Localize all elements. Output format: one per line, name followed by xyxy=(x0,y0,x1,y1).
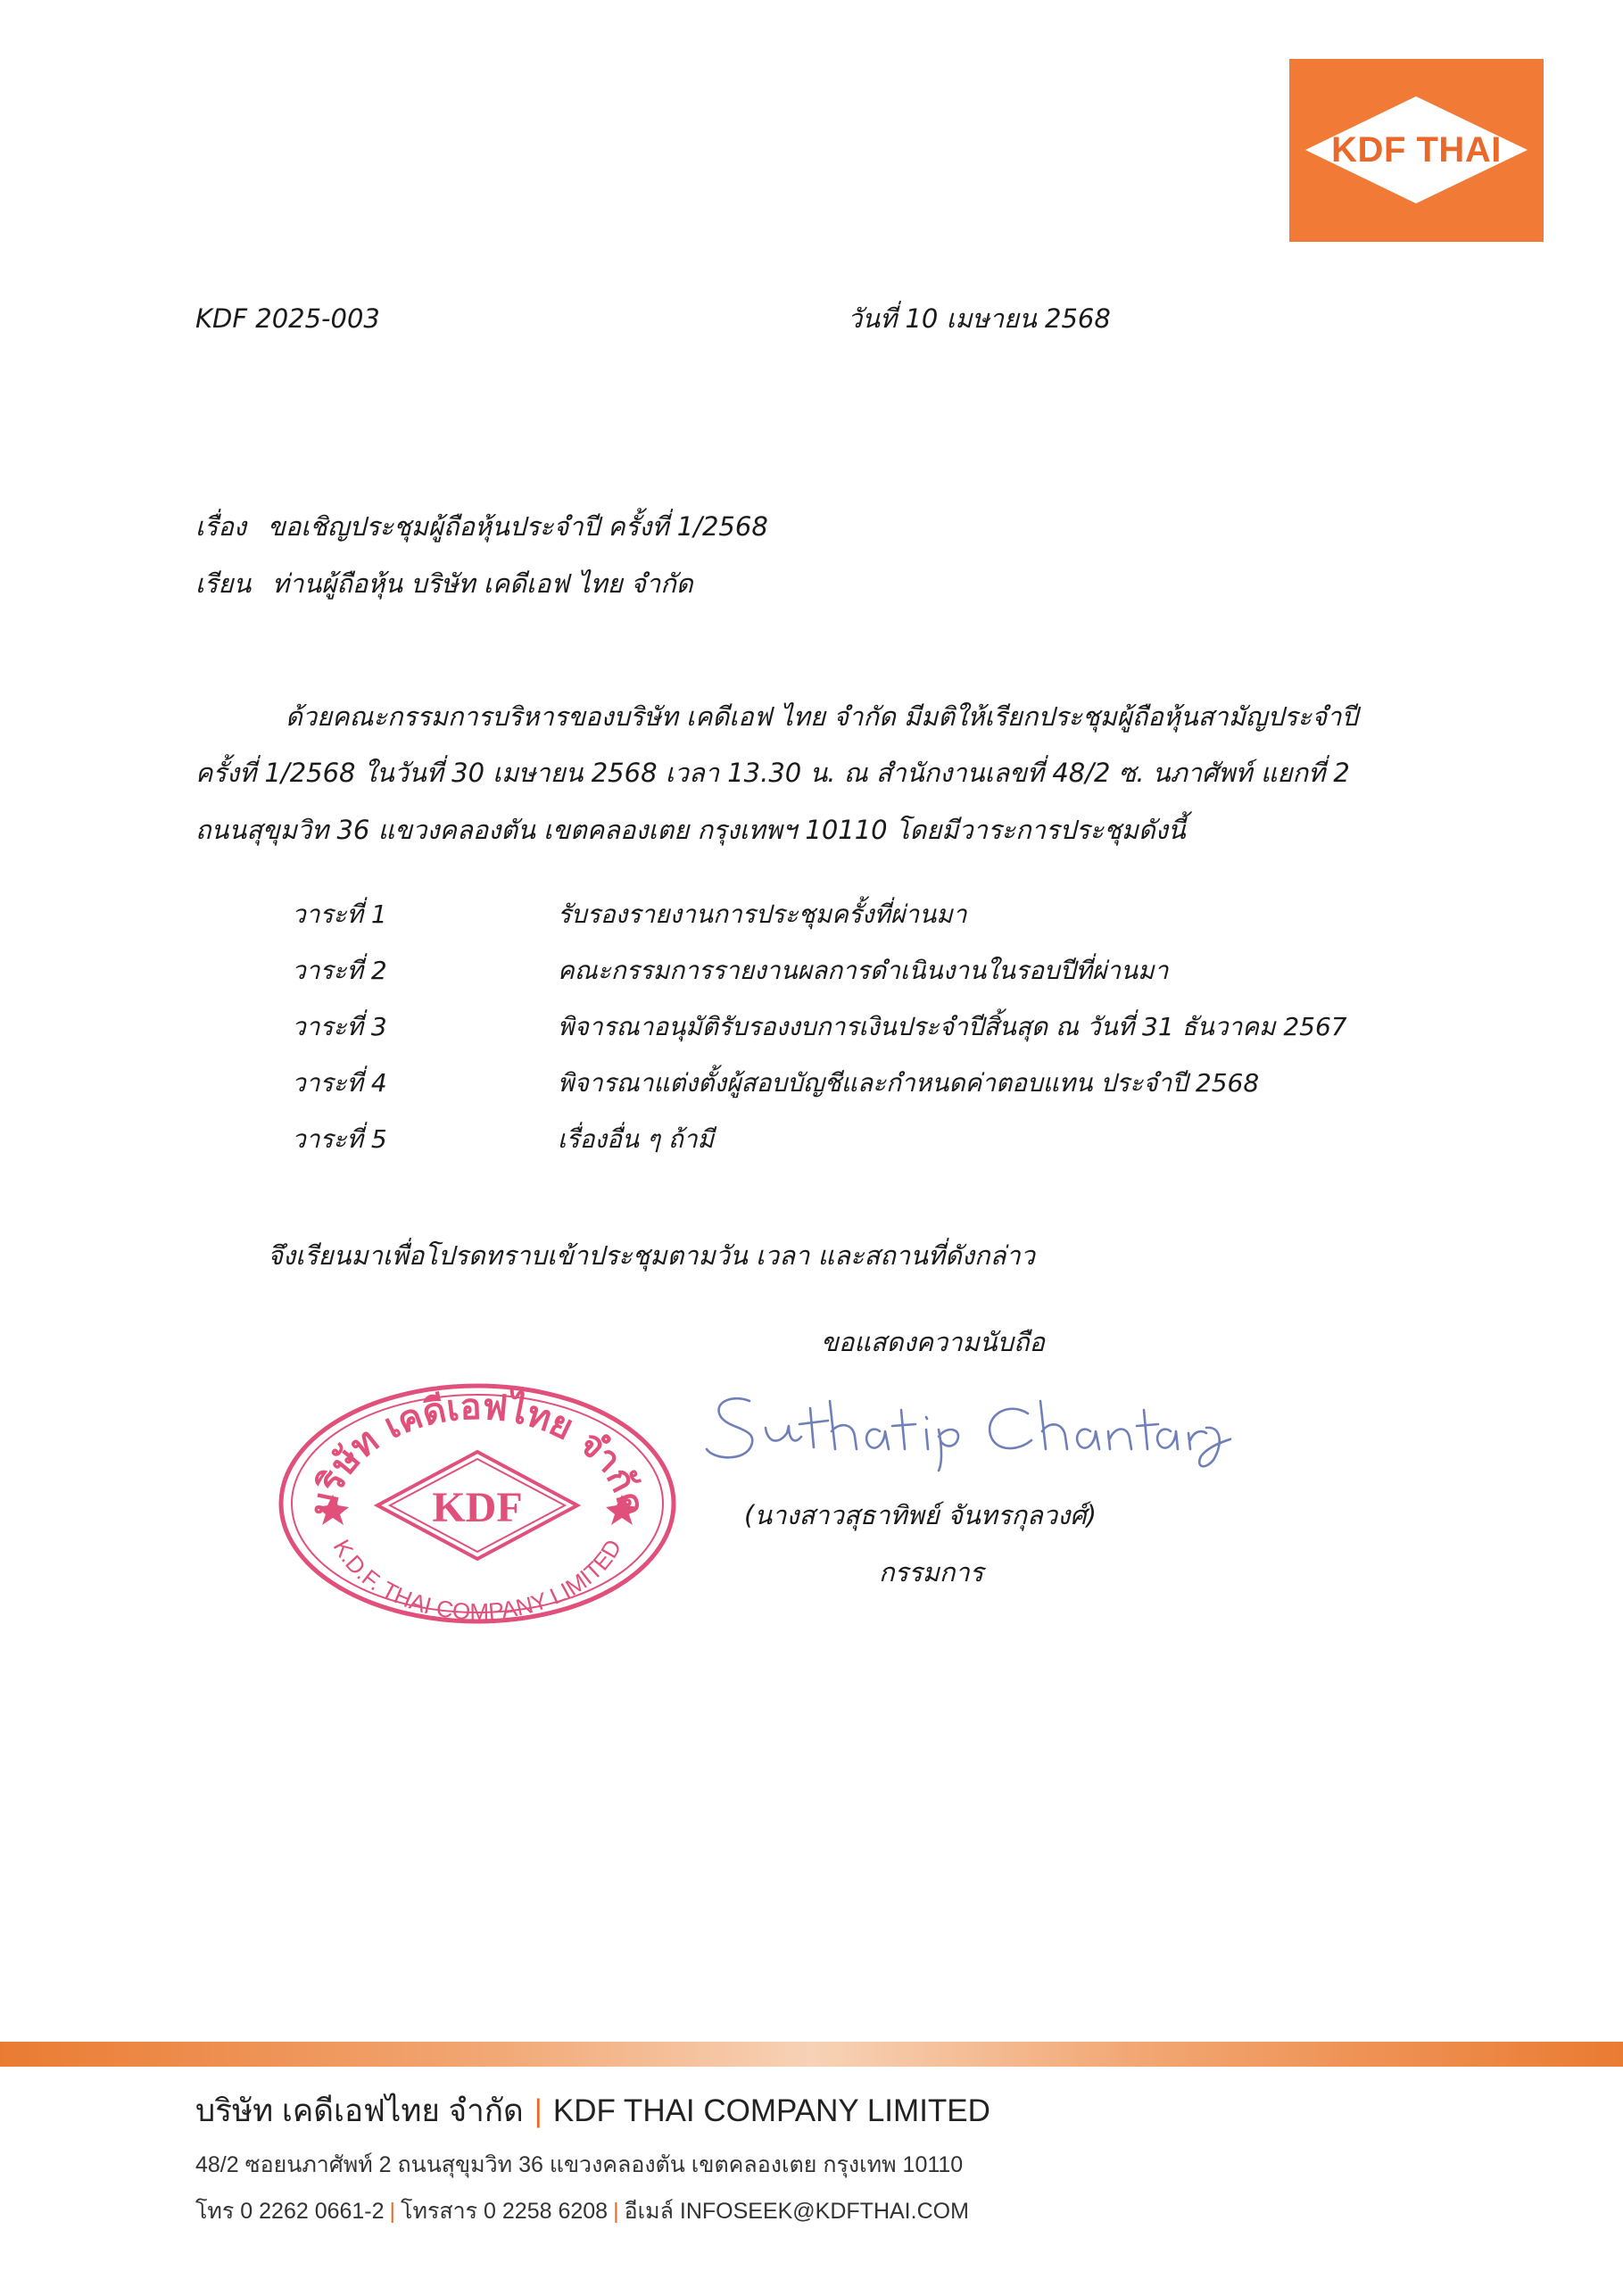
footer-company-en: KDF THAI COMPANY LIMITED xyxy=(552,2093,990,2128)
paragraph-line: ครั้งที่ 1/2568 ในวันที่ 30 เมษายน 2568 เวลา 13.30 น. ณ สำนักงานเลขที่ 48/2 ซ. นภาศัพท์ แยกที่ 2 xyxy=(195,758,1350,788)
footer-email[interactable]: อีเมล์ INFOSEEK@KDFTHAI.COM xyxy=(624,2199,969,2224)
footer-company-th: บริษัท เคดีเอฟไทย จำกัด xyxy=(195,2093,524,2128)
agenda-label: วาระที่ 5 xyxy=(292,1124,387,1154)
footer-separator: | xyxy=(534,2093,542,2128)
agenda-item: รับรองรายงานการประชุมครั้งที่ผ่านมา xyxy=(558,899,967,929)
svg-text:K.D.F. THAI COMPANY LIMITED: K.D.F. THAI COMPANY LIMITED xyxy=(327,1534,627,1626)
agenda-label: วาระที่ 4 xyxy=(292,1068,387,1098)
subject-label: เรื่อง xyxy=(195,511,247,542)
paragraph-line: ถนนสุขุมวิท 36 แขวงคลองตัน เขตคลองเตย กรุงเทพฯ 10110 โดยมีวาระการประชุมดังนี้ xyxy=(195,815,1186,845)
signer-name: (นางสาวสุธาทิพย์ จันทรกุลวงศ์) xyxy=(744,1500,1097,1530)
company-seal xyxy=(272,1379,683,1632)
subject-text: ขอเชิญประชุมผู้ถือหุ้นประจำปี ครั้งที่ 1/2568 xyxy=(268,511,768,542)
signer-title: กรรมการ xyxy=(879,1557,984,1587)
svg-text:KDF: KDF xyxy=(432,1484,523,1531)
agenda-item: คณะกรรมการรายงานผลการดำเนินงานในรอบปีที่ผ่านมา xyxy=(558,956,1169,985)
company-logo xyxy=(1289,59,1544,242)
closing-sentence: จึงเรียนมาเพื่อโปรดทราบเข้าประชุมตามวัน เวลา และสถานที่ดังกล่าว xyxy=(268,1240,1035,1271)
signature xyxy=(696,1374,1231,1476)
svg-text:บริษัท เคดีเอฟไทย จำกัด: บริษัท เคดีเอฟไทย จำกัด xyxy=(302,1386,653,1520)
letter-date: วันที่ 10 เมษายน 2568 xyxy=(848,303,1111,334)
to-text: ท่านผู้ถือหุ้น บริษัท เคดีเอฟ ไทย จำกัด xyxy=(272,568,693,599)
reference-number: KDF 2025-003 xyxy=(195,303,380,334)
footer-address: 48/2 ซอยนภาศัพท์ 2 ถนนสุขุมวิท 36 แขวงคลองตัน เขตคลองเตย กรุงเทพ 10110 xyxy=(195,2152,964,2177)
to-label: เรียน xyxy=(195,568,252,599)
regards: ขอแสดงความนับถือ xyxy=(821,1327,1045,1357)
agenda-item: พิจารณาแต่งตั้งผู้สอบบัญชีและกำหนดค่าตอบแทน ประจำปี 2568 xyxy=(558,1068,1260,1098)
agenda-label: วาระที่ 2 xyxy=(292,956,387,985)
footer-separator: | xyxy=(389,2199,396,2224)
footer-bar xyxy=(0,2042,1623,2067)
footer-phone: โทร 0 2262 0661-2 xyxy=(195,2199,385,2224)
paragraph-line: ด้วยคณะกรรมการบริหารของบริษัท เคดีเอฟ ไทย จำกัด มีมติให้เรียกประชุมผู้ถือหุ้นสามัญประจำปี xyxy=(286,701,1358,732)
footer-contacts xyxy=(195,2193,969,2229)
footer-company xyxy=(195,2086,990,2135)
logo-text: KDF THAI xyxy=(1331,130,1502,170)
agenda-label: วาระที่ 3 xyxy=(292,1012,387,1041)
agenda-item: เรื่องอื่น ๆ ถ้ามี xyxy=(558,1124,715,1154)
agenda-item: พิจารณาอนุมัติรับรองงบการเงินประจำปีสิ้นสุด ณ วันที่ 31 ธันวาคม 2567 xyxy=(558,1012,1347,1041)
agenda-label: วาระที่ 1 xyxy=(292,899,387,929)
footer-separator: | xyxy=(613,2199,619,2224)
footer-fax: โทรสาร 0 2258 6208 xyxy=(401,2199,609,2224)
